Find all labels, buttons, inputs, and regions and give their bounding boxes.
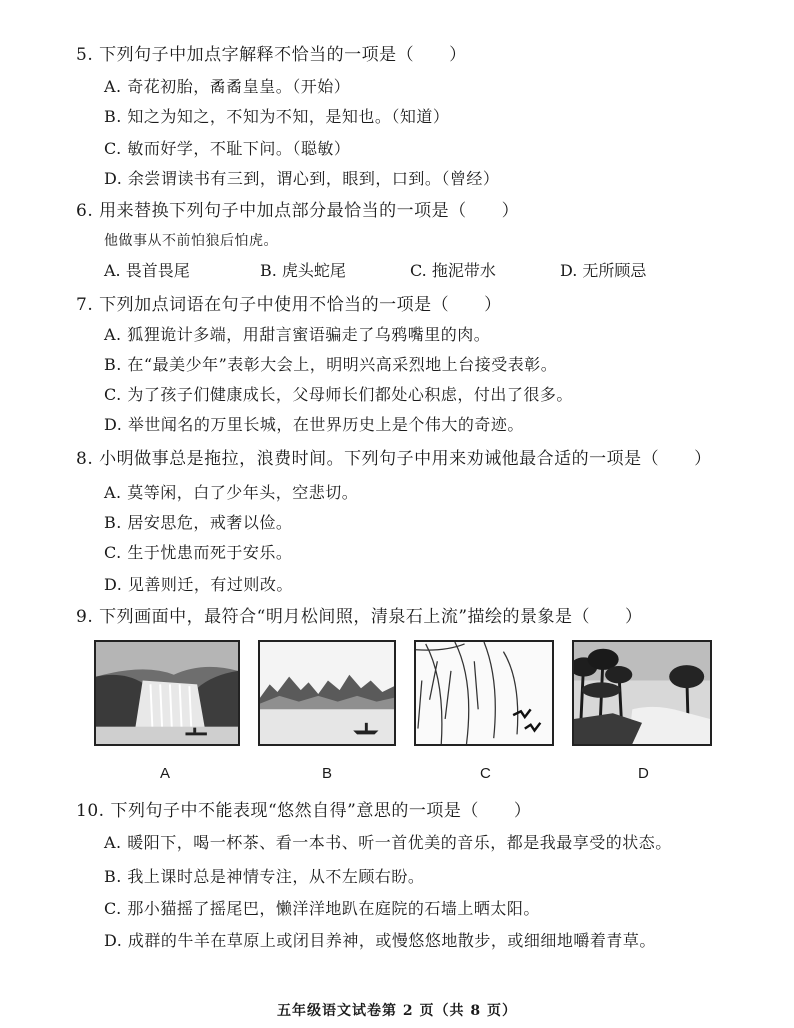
picture-b-mountains	[258, 640, 396, 746]
picture-label-a: A	[160, 765, 171, 782]
question-5-option-c: C. 敏而好学，不耻下问。（聪敏）	[104, 139, 351, 158]
question-10-option-d: D. 成群的牛羊在草原上或闭目养神，或慢悠悠地散步，或细细地嚼着青草。	[104, 931, 656, 950]
question-9-stem: 9. 下列画面中，最符合“明月松间照，清泉石上流”描绘的景象是（ ）	[76, 607, 643, 627]
question-8-option-a: A. 莫等闲，白了少年头，空悲切。	[104, 483, 359, 502]
question-8-option-c: C. 生于忧患而死于安乐。	[104, 543, 293, 562]
question-6-sentence: 他做事从不前怕狼后怕虎。	[104, 233, 278, 249]
question-5-option-d: D. 余尝谓读书有三到，谓心到，眼到，口到。（曾经）	[104, 169, 500, 188]
picture-label-d: D	[638, 765, 649, 782]
page-footer: 五年级语文试卷第 2 页（共 8 页）	[277, 1003, 517, 1019]
question-7-option-c: C. 为了孩子们健康成长，父母师长们都处心积虑，付出了很多。	[104, 385, 573, 404]
question-7-stem: 7. 下列加点词语在句子中使用不恰当的一项是（ ）	[76, 295, 502, 315]
picture-label-c: C	[480, 765, 491, 782]
question-8-option-d: D. 见善则迁，有过则改。	[104, 575, 293, 594]
question-6-option-a: A. 畏首畏尾	[104, 261, 190, 280]
picture-a-waterfall	[94, 640, 240, 746]
question-10-option-a: A. 暖阳下，喝一杯茶、看一本书、听一首优美的音乐，都是我最享受的状态。	[104, 833, 672, 852]
question-5-stem: 5. 下列句子中加点字解释不恰当的一项是（ ）	[76, 45, 467, 65]
question-10-option-c: C. 那小猫摇了摇尾巴，懒洋洋地趴在庭院的石墙上晒太阳。	[104, 899, 540, 918]
picture-c-willow	[414, 640, 554, 746]
question-8-option-b: B. 居安思危，戒奢以俭。	[104, 513, 293, 532]
question-7-option-d: D. 举世闻名的万里长城，在世界历史上是个伟大的奇迹。	[104, 415, 524, 434]
question-7-option-b: B. 在“最美少年”表彰大会上，明明兴高采烈地上台接受表彰。	[104, 355, 558, 374]
question-7-option-a: A. 狐狸诡计多端，用甜言蜜语骗走了乌鸦嘴里的肉。	[104, 325, 491, 344]
question-10-stem: 10. 下列句子中不能表现“悠然自得”意思的一项是（ ）	[76, 801, 532, 821]
question-5-option-a: A. 奇花初胎，矞矞皇皇。（开始）	[104, 77, 351, 96]
question-5-option-b: B. 知之为知之，不知为不知，是知也。（知道）	[104, 107, 450, 126]
question-8-stem: 8. 小明做事总是拖拉，浪费时间。下列句子中用来劝诫他最合适的一项是（ ）	[76, 449, 712, 469]
question-6-option-b: B. 虎头蛇尾	[260, 261, 346, 280]
picture-d-pines	[572, 640, 712, 746]
question-6-stem: 6. 用来替换下列句子中加点部分最恰当的一项是（ ）	[76, 201, 520, 221]
question-10-option-b: B. 我上课时总是神情专注，从不左顾右盼。	[104, 867, 425, 886]
picture-label-b: B	[322, 765, 333, 782]
question-6-option-c: C. 拖泥带水	[410, 261, 496, 280]
question-6-option-d: D. 无所顾忌	[560, 261, 647, 280]
